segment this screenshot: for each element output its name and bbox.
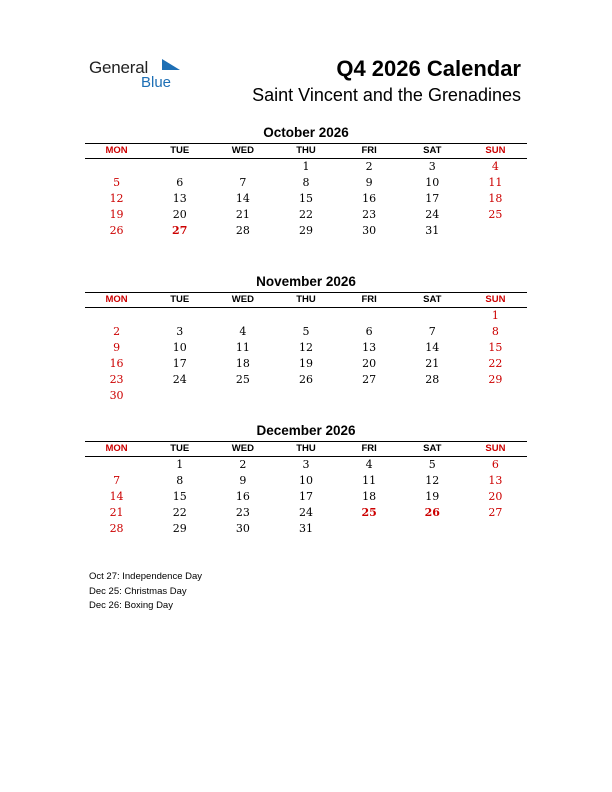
day-cell: 23: [362, 208, 377, 221]
day-cell: 29: [488, 373, 503, 386]
day-cell: 22: [298, 208, 313, 221]
day-cell: 9: [365, 176, 373, 189]
week-row: [85, 223, 527, 239]
weekday-header: THU: [296, 294, 316, 305]
week-row: [85, 505, 527, 521]
week-row: [85, 489, 527, 505]
day-cell: 29: [172, 522, 187, 535]
day-cell: 31: [425, 224, 440, 237]
weekday-header-row: [85, 441, 527, 457]
holiday-note: Oct 27: Independence Day: [89, 571, 203, 582]
day-cell: [211, 159, 274, 175]
day-cell: 7: [113, 474, 121, 487]
day-cell: 5: [428, 458, 436, 471]
day-cell: 25: [235, 373, 250, 386]
day-cell: 8: [176, 474, 184, 487]
day-cell: [464, 388, 527, 404]
day-cell: 31: [298, 522, 313, 535]
day-cell: 28: [109, 522, 124, 535]
month-title: November 2026: [256, 274, 356, 289]
weekday-header: SUN: [485, 145, 506, 156]
day-cell: 1: [302, 160, 310, 173]
day-cell: 21: [235, 208, 250, 221]
day-cell: 15: [172, 490, 187, 503]
holiday-notes: [89, 570, 202, 614]
week-row: [85, 457, 527, 473]
day-cell: [464, 521, 527, 537]
day-cell: 26: [298, 373, 313, 386]
holiday-note: Dec 25: Christmas Day: [89, 585, 187, 597]
day-cell: 27: [172, 224, 188, 237]
day-cell: 6: [491, 458, 499, 471]
day-cell: 5: [302, 325, 310, 338]
day-cell: 22: [488, 357, 503, 370]
month-title: December 2026: [256, 423, 356, 438]
day-cell: 9: [239, 474, 247, 487]
day-cell: 8: [302, 176, 310, 189]
day-cell: [401, 388, 464, 404]
day-cell: 16: [362, 192, 377, 205]
day-cell: 6: [176, 176, 184, 189]
day-cell: 24: [298, 506, 313, 519]
day-cell: [85, 159, 148, 175]
day-cell: 20: [172, 208, 187, 221]
day-cell: 10: [298, 474, 313, 487]
month-november: [85, 274, 527, 404]
day-cell: 11: [235, 341, 250, 354]
day-cell: 27: [362, 373, 377, 386]
weekday-header: SUN: [485, 294, 506, 305]
day-cell: 24: [425, 208, 440, 221]
logo-triangle-icon: [162, 59, 180, 70]
day-cell: 25: [488, 208, 503, 221]
day-cell: [338, 388, 401, 404]
week-row: [85, 175, 527, 191]
day-cell: 2: [365, 160, 373, 173]
weekday-header: TUE: [170, 294, 190, 305]
day-cell: 28: [425, 373, 440, 386]
day-cell: [401, 521, 464, 537]
weekday-header: SAT: [423, 294, 442, 305]
day-cell: 1: [176, 458, 184, 471]
day-cell: 2: [239, 458, 247, 471]
day-cell: 27: [488, 506, 503, 519]
day-cell: 12: [425, 474, 440, 487]
day-cell: [85, 457, 148, 473]
week-row: [85, 207, 527, 223]
weekday-header: MON: [105, 294, 128, 305]
day-cell: 17: [425, 192, 440, 205]
logo-text-general: General: [89, 58, 149, 77]
weekday-header-row: [85, 292, 527, 308]
weekday-header: WED: [231, 145, 254, 156]
page-subtitle: Saint Vincent and the Grenadines: [252, 85, 521, 105]
day-cell: 10: [172, 341, 187, 354]
day-cell: 18: [488, 192, 503, 205]
day-cell: 17: [298, 490, 313, 503]
week-row: [85, 191, 527, 207]
day-cell: 29: [298, 224, 313, 237]
day-cell: 4: [239, 325, 247, 338]
weekday-header: SAT: [423, 145, 442, 156]
day-cell: 12: [109, 192, 124, 205]
day-cell: [148, 388, 211, 404]
day-cell: 23: [109, 373, 124, 386]
weekday-header-row: [85, 143, 527, 159]
week-row: [85, 521, 527, 537]
month-october: [85, 125, 527, 239]
day-cell: [338, 521, 401, 537]
weekday-header: MON: [105, 443, 128, 454]
holiday-note: Dec 26: Boxing Day: [89, 600, 173, 611]
day-cell: 14: [109, 490, 124, 503]
day-cell: 23: [235, 506, 250, 519]
month-title: October 2026: [263, 125, 349, 140]
day-cell: 3: [428, 160, 436, 173]
week-row: [85, 372, 527, 388]
day-cell: 12: [298, 341, 313, 354]
day-cell: 3: [176, 325, 184, 338]
day-cell: 17: [172, 357, 187, 370]
day-cell: 2: [113, 325, 121, 338]
day-cell: 3: [302, 458, 310, 471]
day-cell: 22: [172, 506, 187, 519]
day-cell: 28: [235, 224, 250, 237]
day-cell: [148, 308, 211, 324]
weekday-header: SUN: [485, 443, 506, 454]
day-cell: [211, 388, 274, 404]
page-title: Q4 2026 Calendar: [336, 56, 521, 81]
day-cell: [401, 308, 464, 324]
day-cell: 13: [362, 341, 377, 354]
day-cell: 10: [425, 176, 440, 189]
day-cell: 19: [109, 208, 124, 221]
weekday-header: SAT: [423, 443, 442, 454]
weekday-header: FRI: [361, 443, 377, 454]
day-cell: 6: [365, 325, 373, 338]
day-cell: 21: [109, 506, 124, 519]
day-cell: [85, 308, 148, 324]
weekday-header: FRI: [361, 145, 377, 156]
weekday-header: WED: [231, 294, 254, 305]
weekday-header: THU: [296, 145, 316, 156]
day-cell: 13: [172, 192, 187, 205]
day-cell: 4: [491, 160, 499, 173]
week-row: [85, 324, 527, 340]
weekday-header: MON: [105, 145, 128, 156]
week-row: [85, 308, 527, 324]
day-cell: 11: [362, 474, 377, 487]
weekday-header: TUE: [170, 145, 190, 156]
day-cell: 11: [488, 176, 503, 189]
day-cell: 1: [491, 309, 499, 322]
weekday-header: TUE: [170, 443, 190, 454]
day-cell: 7: [239, 176, 247, 189]
day-cell: 26: [424, 506, 440, 519]
day-cell: [211, 308, 274, 324]
day-cell: 13: [488, 474, 503, 487]
day-cell: 24: [172, 373, 187, 386]
day-cell: 16: [235, 490, 250, 503]
day-cell: [338, 308, 401, 324]
day-cell: 14: [425, 341, 440, 354]
day-cell: 15: [298, 192, 313, 205]
month-december: [85, 423, 527, 537]
day-cell: [274, 388, 337, 404]
generalblue-logo: [89, 58, 189, 94]
day-cell: [274, 308, 337, 324]
day-cell: 20: [362, 357, 377, 370]
week-row: [85, 388, 527, 404]
day-cell: 26: [109, 224, 124, 237]
day-cell: 19: [425, 490, 440, 503]
week-row: [85, 356, 527, 372]
day-cell: 21: [425, 357, 440, 370]
day-cell: 15: [488, 341, 503, 354]
day-cell: [464, 223, 527, 239]
day-cell: [148, 159, 211, 175]
day-cell: 30: [235, 522, 250, 535]
day-cell: 16: [109, 357, 124, 370]
week-row: [85, 473, 527, 489]
day-cell: 18: [235, 357, 250, 370]
day-cell: 20: [488, 490, 503, 503]
day-cell: 30: [362, 224, 377, 237]
day-cell: 18: [362, 490, 377, 503]
day-cell: 30: [109, 389, 124, 402]
weekday-header: WED: [231, 443, 254, 454]
day-cell: 8: [491, 325, 499, 338]
week-row: [85, 340, 527, 356]
day-cell: 4: [365, 458, 373, 471]
day-cell: 7: [428, 325, 436, 338]
weekday-header: FRI: [361, 294, 377, 305]
logo-text-blue: Blue: [141, 74, 172, 91]
week-row: [85, 159, 527, 175]
weekday-header: THU: [296, 443, 316, 454]
day-cell: 9: [113, 341, 121, 354]
day-cell: 14: [235, 192, 250, 205]
day-cell: 5: [113, 176, 121, 189]
day-cell: 25: [361, 506, 377, 519]
day-cell: 19: [298, 357, 313, 370]
